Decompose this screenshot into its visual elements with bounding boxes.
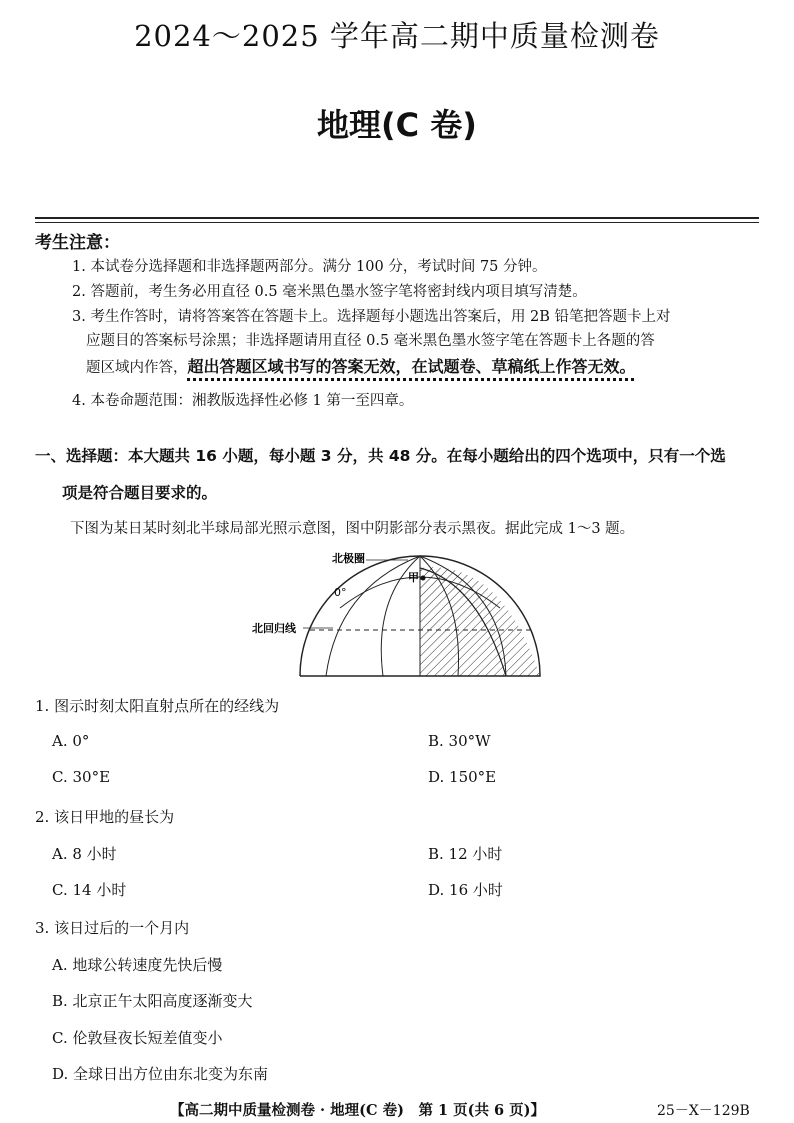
exam-subject: 地理(C 卷) — [317, 106, 477, 144]
label-jia: 甲 — [408, 571, 419, 584]
q1-option-b[interactable]: B. 30°W — [428, 732, 491, 750]
label-tropic: 北回归线 — [252, 622, 296, 635]
q2-option-d[interactable]: D. 16 小时 — [428, 881, 503, 899]
notice-item-3-cont2 — [86, 356, 636, 379]
notice-item-1: 1. 本试卷分选择题和非选择题两部分。满分 100 分，考试时间 75 分钟。 — [72, 259, 547, 275]
q2-option-a[interactable]: A. 8 小时 — [52, 845, 117, 863]
q2-option-b[interactable]: B. 12 小时 — [428, 845, 503, 863]
q1-option-d[interactable]: D. 150°E — [428, 768, 497, 786]
exam-code: 25－X－129B — [657, 1103, 750, 1119]
q3-option-b[interactable]: B. 北京正午太阳高度逐渐变大 — [52, 992, 253, 1010]
header-divider-thin — [35, 222, 759, 223]
notice-item-4: 4. 本卷命题范围：湘教版选择性必修 1 第一至四章。 — [72, 393, 414, 409]
section-heading-cont: 项是符合题目要求的。 — [62, 484, 218, 502]
label-arctic-circle: 北极圈 — [332, 552, 365, 565]
notice-emphasis: 超出答题区域书写的答案无效，在试题卷、草稿纸上作答无效。 — [187, 357, 636, 376]
page-footer: 【高二期中质量检测卷 · 地理(C 卷) 第 1 页(共 6 页)】 — [170, 1102, 546, 1119]
figure-intro: 下图为某日某时刻北半球局部光照示意图，图中阴影部分表示黑夜。据此完成 1～3 题。 — [70, 521, 635, 537]
question-2-stem: 2. 该日甲地的昼长为 — [35, 808, 175, 826]
q1-option-a[interactable]: A. 0° — [52, 732, 90, 750]
question-1-stem: 1. 图示时刻太阳直射点所在的经线为 — [35, 697, 280, 715]
notice-heading: 考生注意： — [35, 233, 120, 253]
notice-item-2: 2. 答题前，考生务必用直径 0.5 毫米黑色墨水签字笔将密封线内项目填写清楚。 — [72, 284, 587, 300]
q3-option-d[interactable]: D. 全球日出方位由东北变为东南 — [52, 1065, 269, 1083]
point-jia-marker — [421, 576, 426, 581]
meridian-line — [326, 556, 420, 676]
illumination-diagram — [248, 548, 548, 680]
notice-item-3-cont: 应题目的答案标号涂黑；非选择题请用直径 0.5 毫米黑色墨水签字笔在答题卡上各题的答 — [86, 333, 655, 349]
section-heading: 一、选择题：本大题共 16 小题，每小题 3 分，共 48 分。在每小题给出的四个选项中，只有一个选 — [35, 447, 726, 465]
notice-item-3: 3. 考生作答时，请将答案答在答题卡上。选择题每小题选出答案后，用 2B 铅笔把答题卡上对 — [72, 309, 671, 325]
label-zero-meridian: 0° — [334, 586, 347, 599]
notice-item-3-tail: 题区域内作答， — [86, 360, 188, 376]
q3-option-c[interactable]: C. 伦敦昼夜长短差值变小 — [52, 1029, 223, 1047]
header-divider — [35, 217, 759, 219]
q2-option-c[interactable]: C. 14 小时 — [52, 881, 127, 899]
q1-option-c[interactable]: C. 30°E — [52, 768, 111, 786]
q3-option-a[interactable]: A. 地球公转速度先快后慢 — [52, 956, 223, 974]
exam-title: 2024～2025 学年高二期中质量检测卷 — [134, 19, 660, 53]
question-3-stem: 3. 该日过后的一个月内 — [35, 919, 190, 937]
